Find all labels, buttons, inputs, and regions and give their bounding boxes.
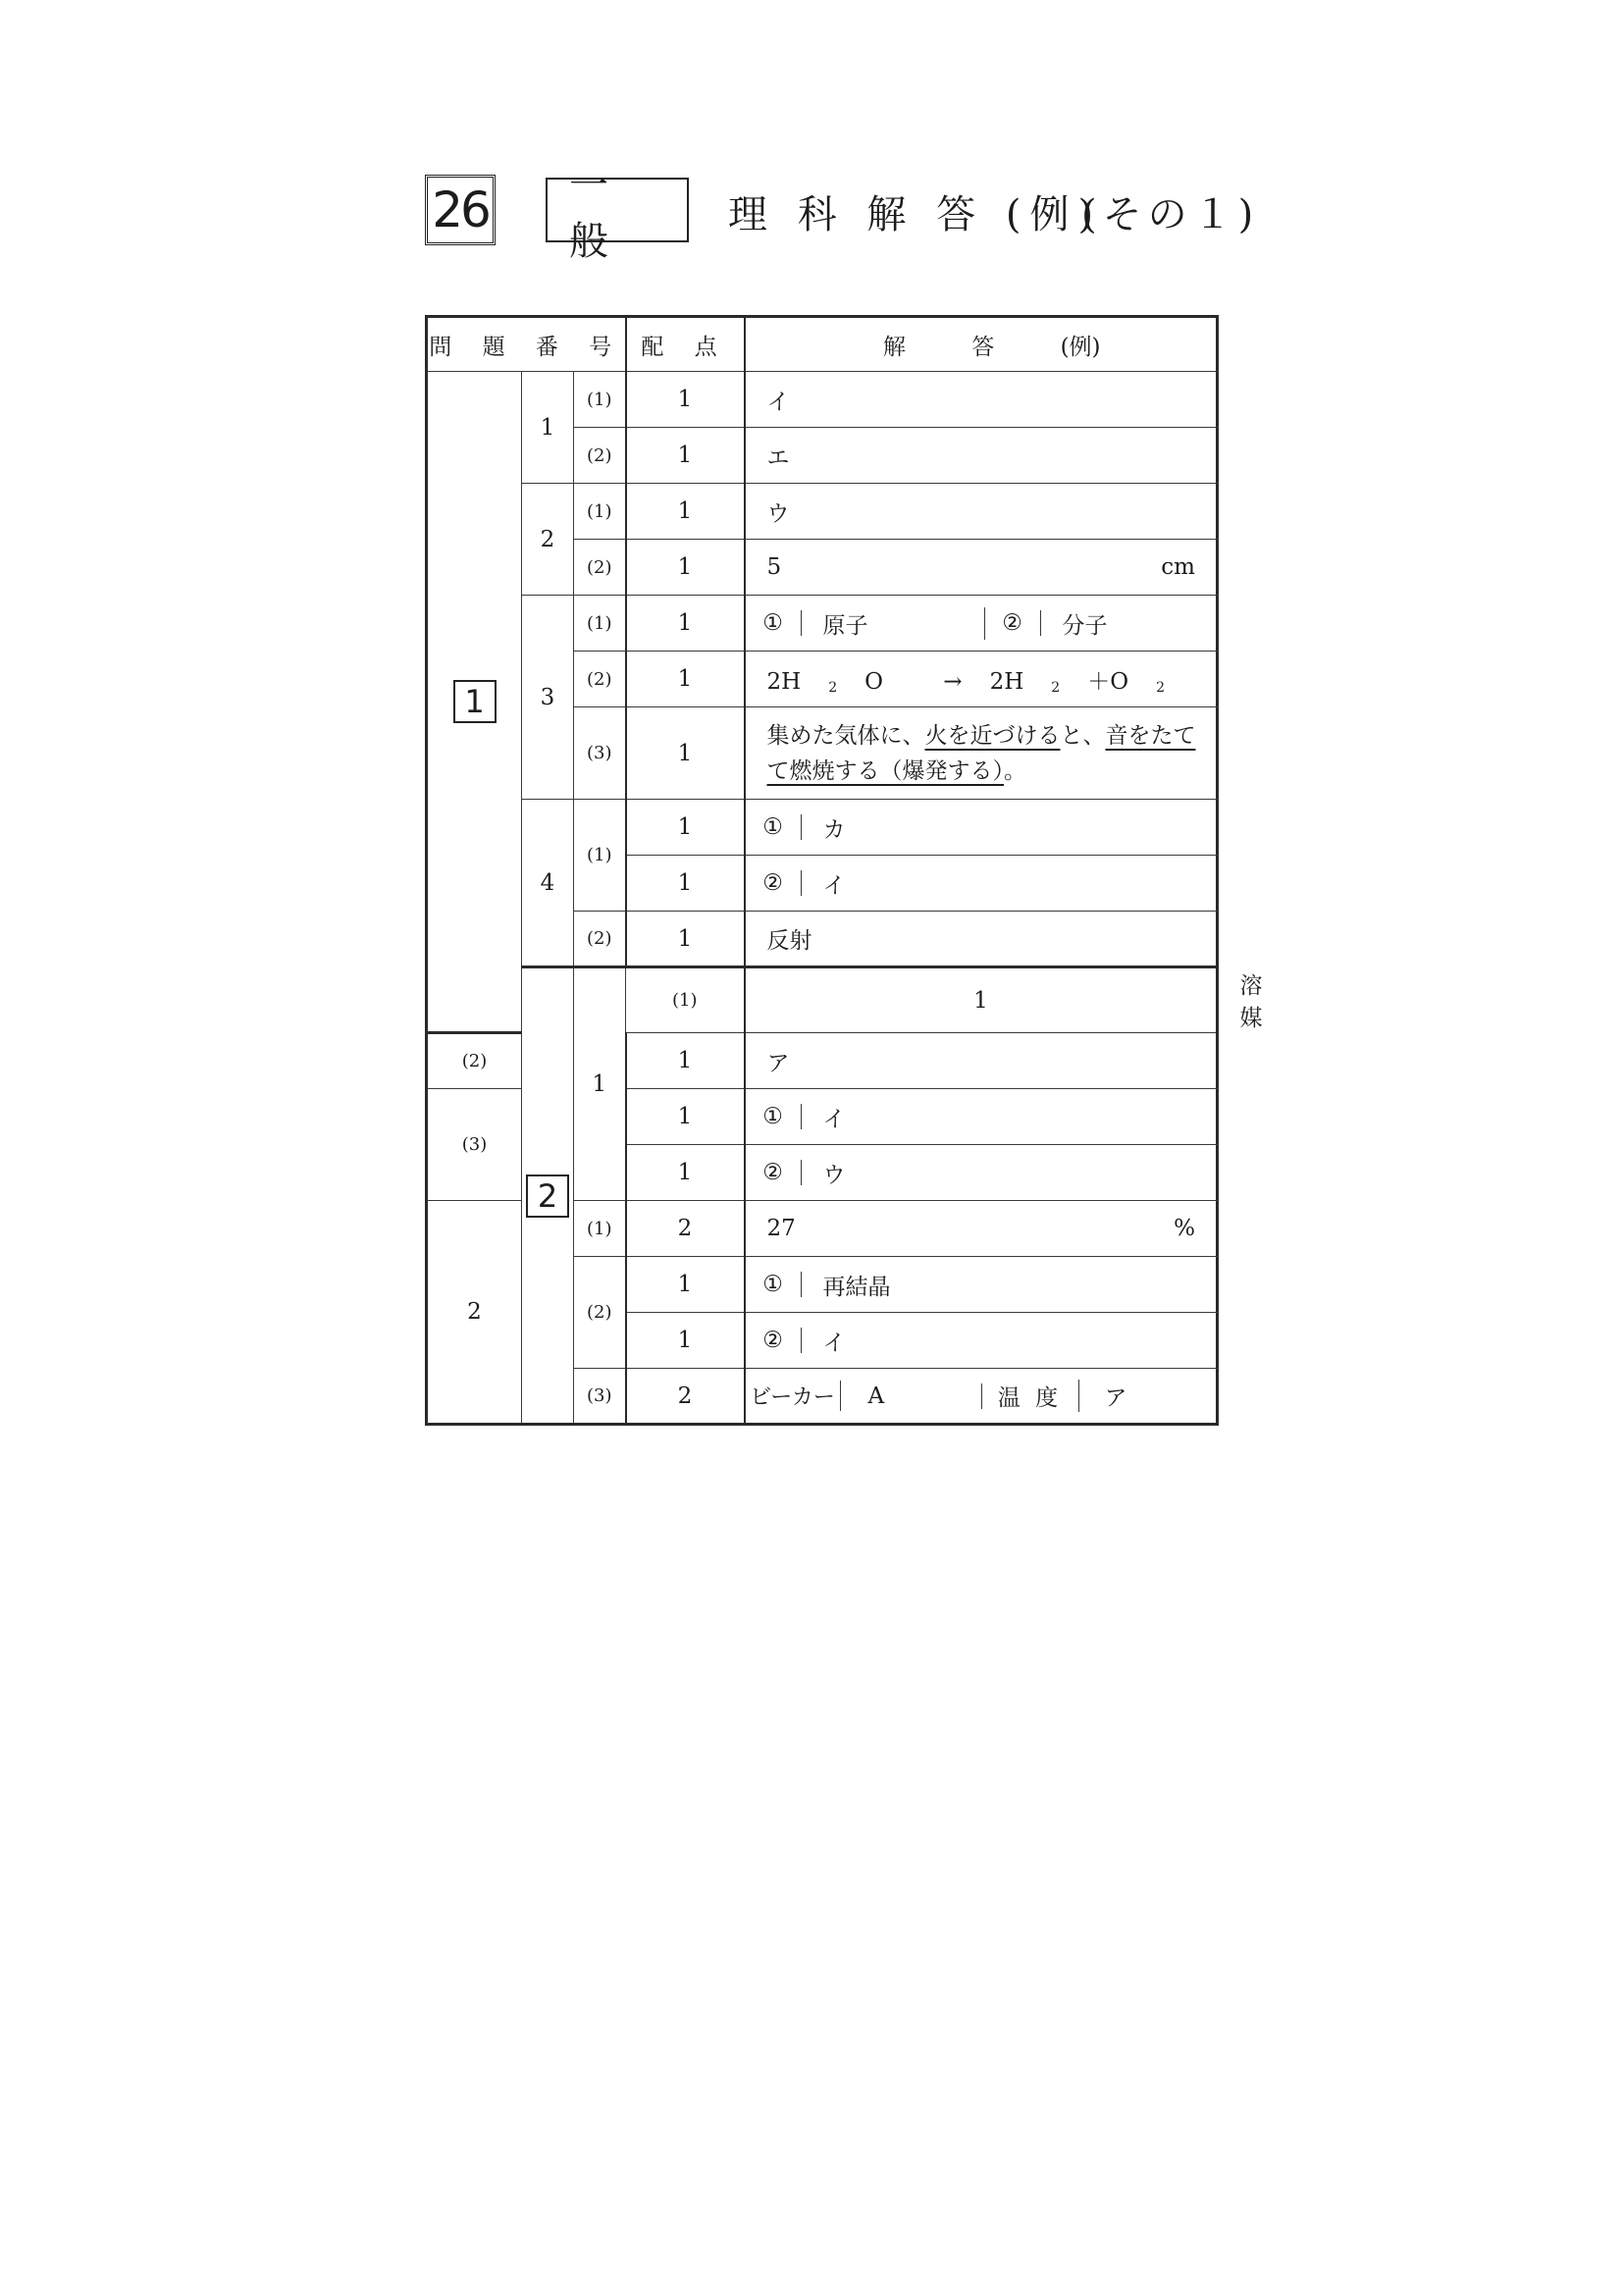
answer-value: カ — [822, 816, 846, 843]
equation-arrow: → — [943, 668, 963, 695]
equation-subscript: 2 — [1051, 679, 1061, 696]
answer-cell — [745, 856, 1218, 912]
exam-number-box: 26 — [425, 175, 496, 245]
score-cell: 1 — [626, 912, 745, 967]
answer-cell — [745, 1201, 1218, 1257]
header-question: 問 題 番 号 — [427, 317, 626, 372]
title-part: (その１) — [1081, 192, 1260, 237]
answer-cell — [745, 1313, 1218, 1369]
table-header-row — [427, 317, 1218, 372]
score-cell: 1 — [626, 1089, 745, 1145]
sub-number: (2) — [427, 1033, 522, 1089]
answer-cell — [745, 1369, 1218, 1425]
score-cell: 1 — [626, 428, 745, 484]
section-2-cell — [522, 967, 574, 1425]
question-number: 1 — [574, 967, 626, 1201]
exam-type-box: 一 般 — [546, 178, 689, 242]
underlined-keyword: 火を近づける — [924, 722, 1061, 749]
answer-cell: ウ — [745, 484, 1218, 540]
answer-value: 再結晶 — [822, 1274, 891, 1300]
circled-number: ② — [985, 610, 1041, 636]
circled-number: ② — [746, 870, 802, 896]
answer-cell — [745, 707, 1218, 800]
circled-number: ① — [746, 1104, 802, 1129]
answer-unit: cm — [1161, 554, 1195, 580]
underlined-keyword: 音をたてて燃焼する（爆発する） — [766, 722, 1196, 784]
answer-cell: 反射 — [745, 912, 1218, 967]
table-row: 2 1 (1) 1 溶媒 — [427, 967, 1218, 1033]
answer-value: 5 — [766, 554, 782, 580]
sub-number: (3) — [574, 707, 626, 800]
sub-number: (1) — [626, 967, 745, 1033]
question-number: 2 — [522, 484, 574, 596]
answer-cell — [745, 1145, 1218, 1201]
answer-text: と、 — [1060, 722, 1106, 749]
answer-value: A — [841, 1383, 982, 1409]
score-cell: 1 — [626, 540, 745, 596]
table-row — [427, 596, 1218, 652]
answer-value: ウ — [822, 1162, 846, 1188]
score-cell: 1 — [626, 1257, 745, 1313]
answer-cell — [745, 800, 1218, 856]
answer-value: イ — [822, 1330, 846, 1356]
answer-table — [425, 315, 1263, 1426]
answer-cell — [745, 596, 1218, 652]
answer-value: 27 — [766, 1216, 796, 1241]
score-cell: 1 — [626, 800, 745, 856]
score-cell: 2 — [626, 1369, 745, 1425]
section-number-box: 1 — [453, 680, 497, 723]
equation-subscript: 2 — [1156, 679, 1165, 696]
page-title — [728, 183, 1260, 239]
section-1-cell — [427, 372, 522, 1033]
header-answer: 解 答 (例) — [745, 317, 1218, 372]
sub-number: (3) — [574, 1369, 626, 1425]
sub-number: (1) — [574, 1201, 626, 1257]
equation-subscript: 2 — [828, 679, 838, 696]
answer-cell: ア — [745, 1033, 1218, 1089]
equation-term: 2H — [989, 668, 1024, 695]
score-cell: 1 — [626, 1313, 745, 1369]
sub-number: (1) — [574, 484, 626, 540]
circled-number: ① — [746, 814, 802, 840]
answer-value: 分子 — [1062, 612, 1108, 639]
circled-number: ① — [746, 610, 802, 636]
field-label: 温 度 — [982, 1380, 1079, 1412]
answer-cell — [745, 540, 1218, 596]
field-label: ビーカー — [746, 1381, 841, 1411]
title-text: 理 科 解 答 (例) — [728, 192, 1103, 237]
header-score: 配 点 — [626, 317, 745, 372]
sub-number: (1) — [574, 372, 626, 428]
score-cell: 1 — [626, 484, 745, 540]
score-cell: 1 — [626, 1145, 745, 1201]
answer-value: イ — [822, 1106, 846, 1132]
table-row — [427, 484, 1218, 540]
score-cell: 1 — [626, 372, 745, 428]
equation-term: ＋O — [1087, 668, 1129, 695]
sub-number: (2) — [574, 912, 626, 967]
table-row — [427, 800, 1218, 856]
answer-cell: エ — [745, 428, 1218, 484]
question-number: 4 — [522, 800, 574, 967]
score-cell: 2 — [626, 1201, 745, 1257]
section-number-box: 2 — [526, 1174, 569, 1218]
sub-number: (2) — [574, 428, 626, 484]
sub-number: (2) — [574, 540, 626, 596]
sub-number: (1) — [574, 596, 626, 652]
answer-unit: % — [1174, 1216, 1195, 1241]
score-cell: 1 — [626, 596, 745, 652]
question-number: 1 — [522, 372, 574, 484]
score-cell: 1 — [745, 967, 1218, 1033]
question-number: 2 — [427, 1201, 522, 1425]
answer-text: 。 — [1004, 757, 1026, 784]
score-cell: 1 — [626, 1033, 745, 1089]
table-row — [427, 372, 1218, 428]
sub-number: (2) — [574, 1257, 626, 1369]
circled-number: ② — [746, 1160, 802, 1185]
equation-term: O — [864, 668, 883, 695]
answer-cell: イ — [745, 372, 1218, 428]
answer-cell — [745, 1257, 1218, 1313]
score-cell: 1 — [626, 652, 745, 707]
circled-number: ② — [746, 1328, 802, 1353]
score-cell: 1 — [626, 856, 745, 912]
answer-value: 原子 — [802, 607, 985, 640]
equation-term: 2H — [766, 668, 802, 695]
answer-text: 集めた気体に、 — [766, 722, 925, 749]
answer-value: イ — [822, 872, 846, 899]
sub-number: (2) — [574, 652, 626, 707]
sub-number: (1) — [574, 800, 626, 912]
answer-value: ア — [1104, 1385, 1127, 1411]
answer-cell — [745, 1089, 1218, 1145]
score-cell: 1 — [626, 707, 745, 800]
sub-number: (3) — [427, 1089, 522, 1201]
question-number: 3 — [522, 596, 574, 800]
circled-number: ① — [746, 1272, 802, 1297]
chemical-equation — [745, 652, 1218, 707]
